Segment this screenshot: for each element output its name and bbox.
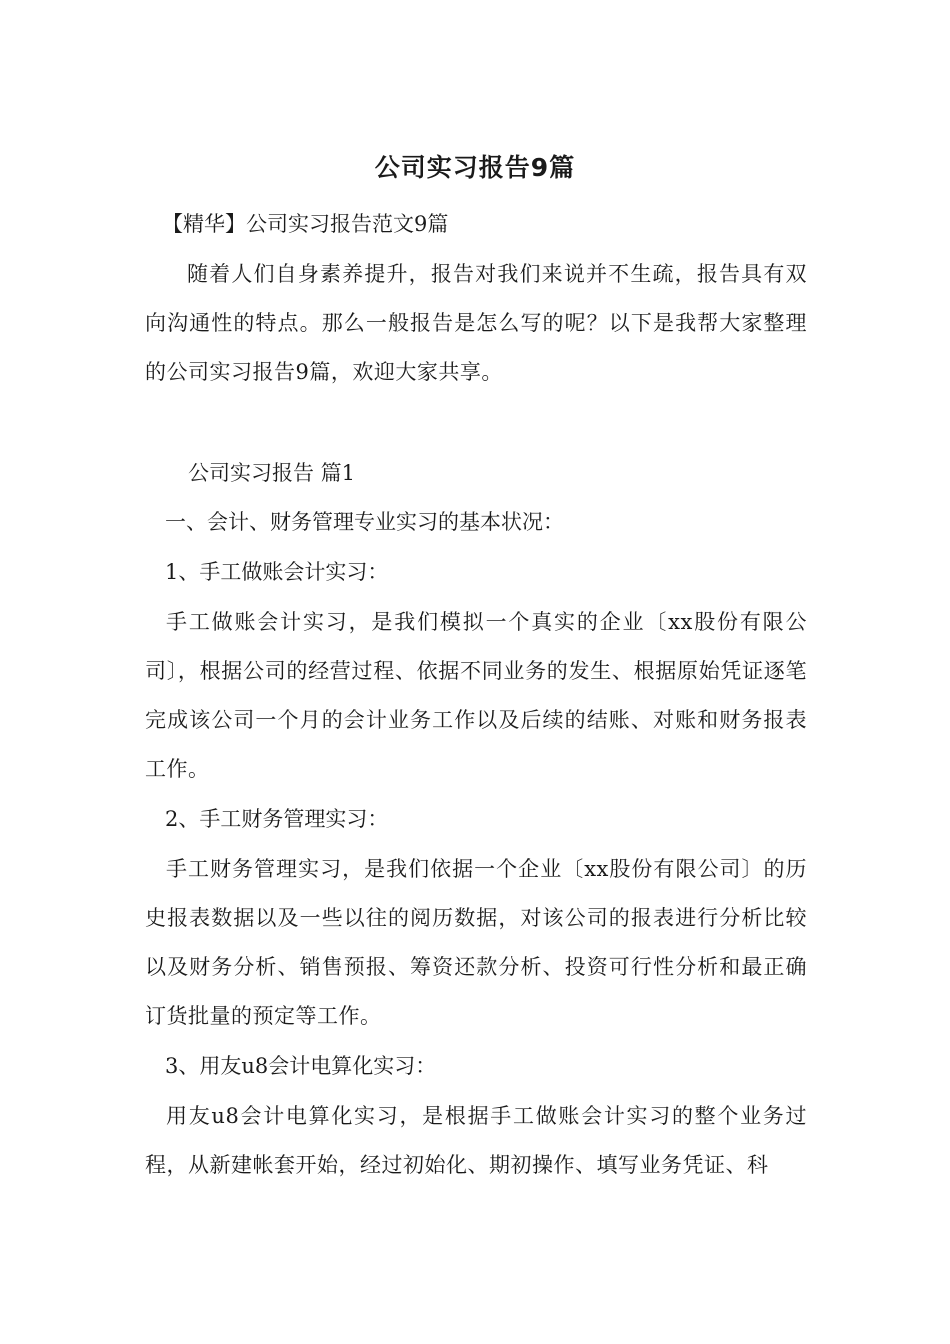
item-3-title: 3、用友u8会计电算化实习： xyxy=(165,1054,437,1078)
item-2-body: 手工财务管理实习，是我们依据一个企业〔xx股份有限公司〕的历史报表数据以及一些以往的阅历数据，对该公司的报表进行分析比较以及财务分析、销售预报、筹资还款分析、投资可行性分析和最正确订货批量的预定等工作。 xyxy=(145,857,807,1028)
document-subtitle: 【精华】公司实习报告范文9篇 xyxy=(162,212,449,236)
item-3-body: 用友u8会计电算化实习，是根据手工做账会计实习的整个业务过程，从新建帐套开始，经过初始化、期初操作、填写业务凭证、科 xyxy=(145,1104,807,1177)
section-heading: 公司实习报告 篇1 xyxy=(188,461,356,485)
item-1-body: 手工做账会计实习，是我们模拟一个真实的企业〔xx股份有限公司〕，根据公司的经营过程、依据不同业务的发生、根据原始凭证逐笔完成该公司一个月的会计业务工作以及后续的结账、对账和财务报表工作。 xyxy=(145,610,807,781)
item-1-title: 1、手工做账会计实习： xyxy=(165,560,389,584)
item-2-title: 2、手工财务管理实习： xyxy=(165,807,389,831)
document-title: 公司实习报告9篇 xyxy=(374,153,576,182)
intro-paragraph: 随着人们自身素养提升，报告对我们来说并不生疏，报告具有双向沟通性的特点。那么一般报告是怎么写的呢？以下是我帮大家整理的公司实习报告9篇，欢迎大家共享。 xyxy=(145,262,807,384)
heading-1: 一、会计、财务管理专业实习的基本状况： xyxy=(165,510,564,534)
